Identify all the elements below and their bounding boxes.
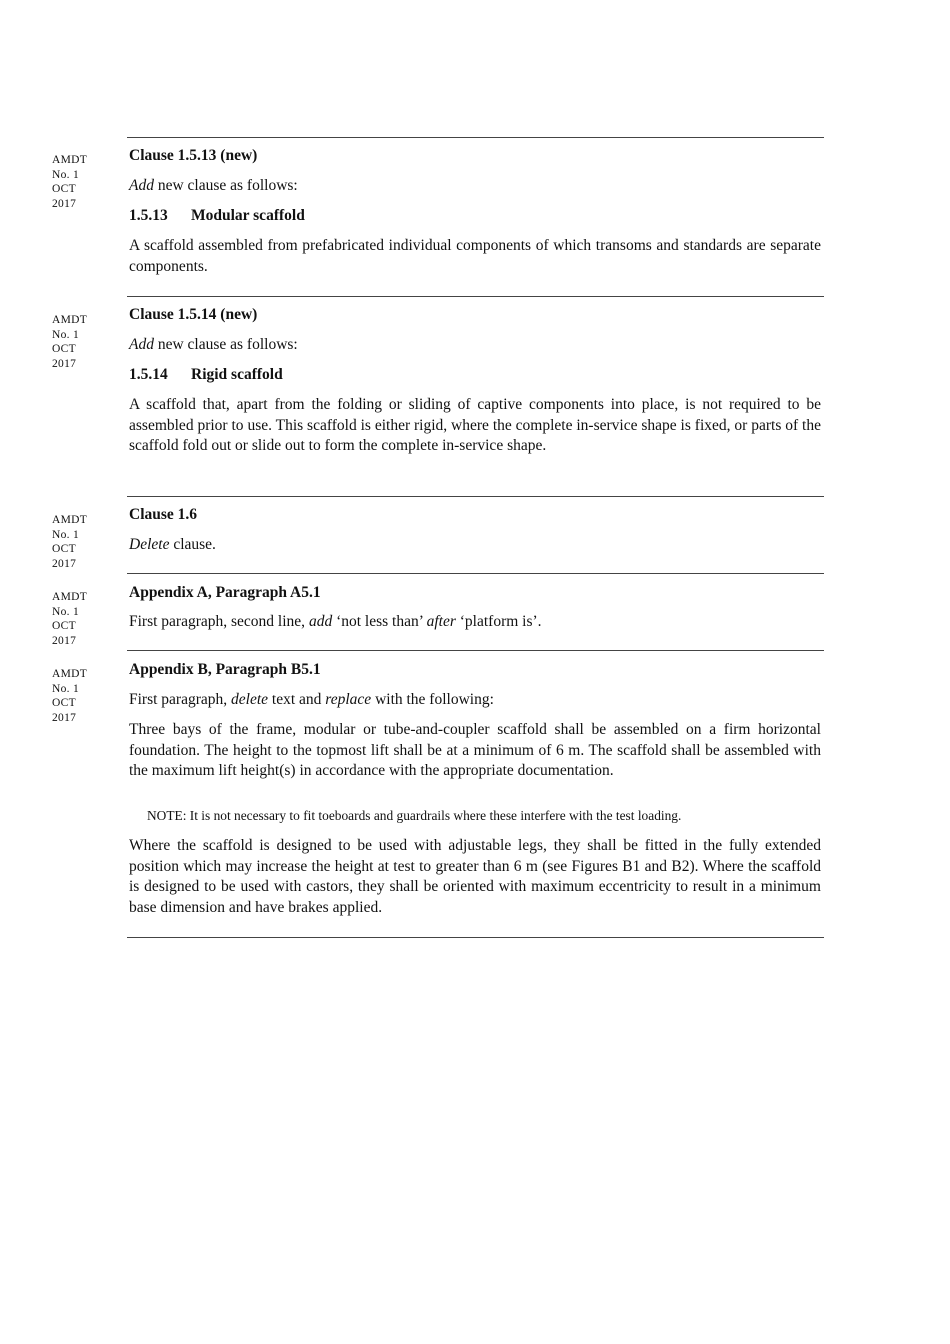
subclause-title: Modular scaffold <box>191 207 305 224</box>
instruction-text: First paragraph, second line, <box>129 613 309 630</box>
section-divider <box>127 650 824 651</box>
clause-instruction <box>129 335 821 355</box>
subclause-title: Rigid scaffold <box>191 366 283 383</box>
section-divider <box>127 937 824 938</box>
instruction-text: ‘platform is’. <box>455 613 542 630</box>
instruction-text: text and <box>268 691 326 708</box>
amendment-note-line: AMDT <box>52 591 88 603</box>
section-divider <box>127 296 824 297</box>
amendment-note-line: 2017 <box>52 557 77 570</box>
clause-heading: Clause 1.5.14 (new) <box>129 306 258 323</box>
amendment-note-line: OCT <box>52 697 76 710</box>
amendment-note <box>52 590 112 648</box>
amendment-note-line: 2017 <box>52 711 77 724</box>
subclause-heading <box>129 365 821 385</box>
amendment-note-line: 2017 <box>52 197 77 210</box>
amendment-note <box>52 153 112 211</box>
instruction-text: new clause as follows: <box>153 177 298 194</box>
amendment-note-line: No. 1 <box>52 682 80 695</box>
subclause-heading <box>129 206 821 226</box>
amendment-note-line: No. 1 <box>52 528 80 541</box>
instruction-text: with the following: <box>371 691 494 708</box>
amendment-note-line: AMDT <box>52 514 88 526</box>
clause-instruction <box>129 612 821 632</box>
clause-instruction <box>129 535 821 555</box>
clause-paragraph: Where the scaffold is designed to be used with adjustable legs, they shall be fitted in the fully extended position which may increase the height at test to greater than 6 m (see Figures B1 and B2). Where the scaffold is designed to be used with castors, they shall be oriented with maximum eccentricity to result in a minimum base dimension and have brakes applied. <box>129 837 821 916</box>
clause-instruction <box>129 176 821 196</box>
instruction-verb: Add <box>129 177 154 194</box>
amendment-note <box>52 667 112 725</box>
instruction-verb: Delete <box>129 536 170 553</box>
amendment-note-line: OCT <box>52 620 76 633</box>
instruction-text: First paragraph, <box>129 691 232 708</box>
amendment-note-line: 2017 <box>52 634 77 647</box>
amendment-note-line: AMDT <box>52 668 88 680</box>
amendment-note-line: AMDT <box>52 154 88 166</box>
instruction-text: clause. <box>169 536 216 553</box>
instruction-text: new clause as follows: <box>153 336 298 353</box>
amendment-note-line: No. 1 <box>52 328 80 341</box>
clause-heading: Clause 1.5.13 (new) <box>129 147 258 164</box>
clause-paragraph: Three bays of the frame, modular or tube-and-coupler scaffold shall be assembled on a firm horizontal foundation. The height to the topmost lift shall be at a minimum of 6 m. The scaffold shall be assembled with the maximum lift height(s) in accordance with the appropriate documentation. <box>129 721 821 780</box>
instruction-verb: add <box>308 613 333 630</box>
clause-paragraph: A scaffold that, apart from the folding or sliding of captive components into place, is not required to be assembled prior to use. This scaffold is either rigid, where the complete in-service shape is fixed, or parts of the scaffold fold out or slide out to form the complete in-service shape. <box>129 396 821 455</box>
amendment-note-line: No. 1 <box>52 605 80 618</box>
clause-instruction <box>129 690 821 710</box>
instruction-verb: delete <box>231 691 269 708</box>
amendment-note-line: No. 1 <box>52 168 80 181</box>
amendment-note-line: OCT <box>52 543 76 556</box>
amendment-note-line: OCT <box>52 183 76 196</box>
clause-heading: Appendix A, Paragraph A5.1 <box>129 584 321 601</box>
amendment-note <box>52 513 112 571</box>
amendment-note-line: AMDT <box>52 314 88 326</box>
instruction-text: ‘not less than’ <box>332 613 427 630</box>
instruction-verb: after <box>426 613 456 630</box>
amendment-note <box>52 313 112 371</box>
amendment-note-line: OCT <box>52 343 76 356</box>
subclause-number: 1.5.13 <box>129 207 168 224</box>
subclause-number: 1.5.14 <box>129 366 168 383</box>
instruction-verb: replace <box>325 691 372 708</box>
section-divider <box>127 573 824 574</box>
section-divider <box>127 496 824 497</box>
clause-note: NOTE: It is not necessary to fit toeboards and guardrails where these interfere with the test loading. <box>147 808 682 823</box>
clause-heading: Clause 1.6 <box>129 506 198 523</box>
clause-paragraph: A scaffold assembled from prefabricated individual components of which transoms and standards are separate components. <box>129 237 821 275</box>
section-divider <box>127 137 824 138</box>
clause-heading: Appendix B, Paragraph B5.1 <box>129 661 321 678</box>
instruction-verb: Add <box>129 336 154 353</box>
amendment-note-line: 2017 <box>52 357 77 370</box>
